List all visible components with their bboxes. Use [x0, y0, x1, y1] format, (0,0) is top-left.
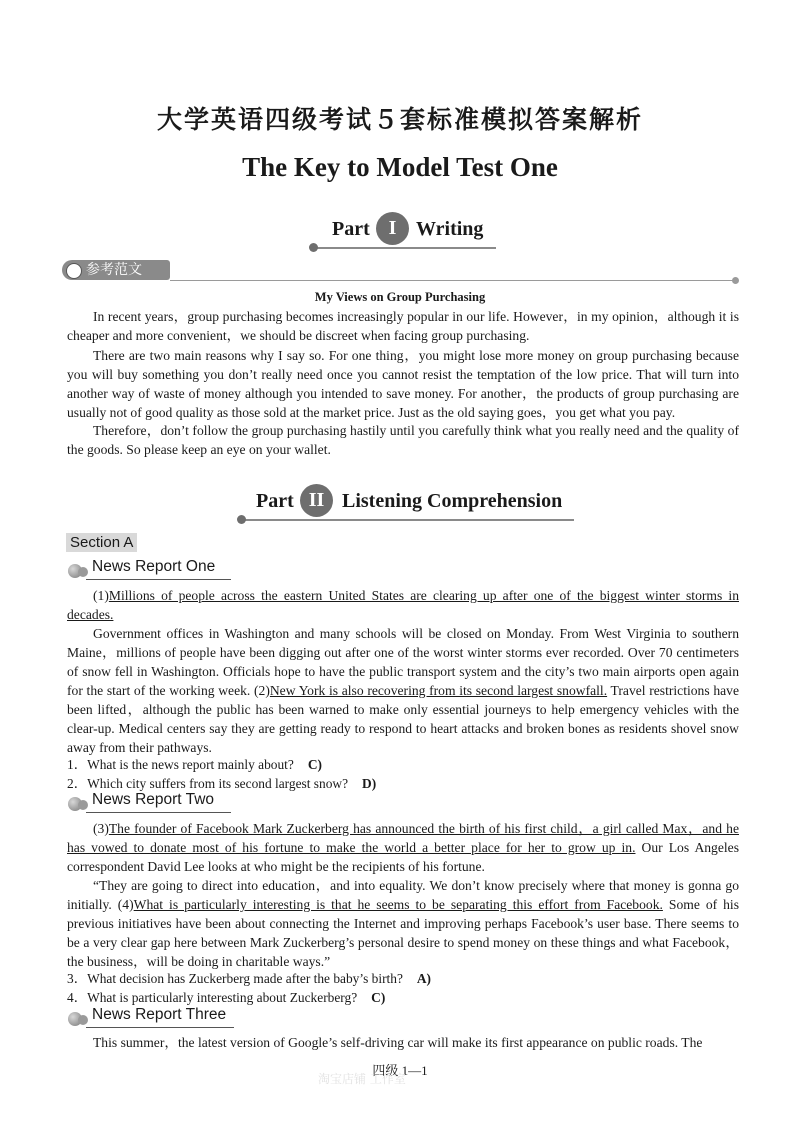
report-paragraph: (3)The founder of Facebook Mark Zuckerberg has announced the birth of his first child，a girl called Max，and he has vowed to donate most of his fortune to make the world a better place for her to grow up in. Our Los Angeles correspondent David Lee looks at who might be the recipients of his fortune.: [67, 821, 739, 874]
document-subtitle: The Key to Model Test One: [242, 152, 558, 182]
part-name: Writing: [416, 218, 484, 240]
question-item: 1．What is the news report mainly about? C): [67, 757, 322, 772]
key-sentence: Millions of people across the eastern United States are clearing up after one of the biggest winter storms in decades.: [67, 588, 739, 622]
answer-label: C): [371, 990, 386, 1005]
essay-paragraph: In recent years，group purchasing becomes increasingly popular in our life. However，in my opinion，although it is cheaper and more convenient，we should be discreet when facing group purchasing.: [67, 309, 739, 343]
bubble-icon: [66, 263, 82, 279]
page-number: 四级 1—1: [372, 1063, 428, 1078]
answer-label: D): [362, 776, 377, 791]
banner-label: 参考范文: [86, 262, 142, 278]
part-numeral-badge: I: [376, 212, 409, 245]
question-item: 4．What is particularly interesting about Zuckerberg? C): [67, 990, 386, 1005]
answer-label: C): [307, 757, 322, 772]
essay-title: My Views on Group Purchasing: [314, 290, 486, 304]
part-label: Part: [332, 218, 370, 240]
watermark: 淘宝店铺 工作室: [318, 1072, 406, 1086]
essay-paragraph: There are two main reasons why I say so. For one thing，you might lose more money on group purchasing because you will buy something you don’t really need once you cannot resist the temptation of the low price. That will turn into another way of waste of money although you intended to save money. For another，the products of group purchasing are usually not of good quality as those sold at the market price. Just as the old saying goes，you get what you pay.: [67, 348, 739, 420]
part-name: Listening Comprehension: [342, 490, 563, 512]
news-report-heading: News Report Two: [66, 791, 236, 813]
key-sentence: The founder of Facebook Mark Zuckerberg has announced the birth of his first child，a girl called Max，and he has vowed to donate most of his fortune to make the world a better place for her to grow up in.: [67, 821, 739, 855]
question-item: 2．Which city suffers from its second largest snow? D): [67, 776, 377, 791]
answer-label: A): [416, 971, 432, 986]
part-2-heading: [232, 484, 582, 524]
key-sentence: What is particularly interesting is that he seems to be separating this effort from Facebook.: [133, 897, 663, 912]
part-label: Part: [256, 490, 294, 512]
essay-paragraph: Therefore，don’t follow the group purchasing hastily until you carefully think what you really need and the quality of the goods. So please keep an eye on your wallet.: [67, 423, 739, 457]
section-a-label: Section A: [66, 533, 137, 552]
report-paragraph: (1)Millions of people across the eastern United States are clearing up after one of the biggest winter storms in decades.: [67, 588, 739, 622]
reference-essay-banner: [62, 258, 742, 286]
news-report-heading: News Report Three: [66, 1006, 241, 1028]
page-title: 大学英语四级考试５套标准模拟答案解析: [156, 105, 643, 134]
key-sentence: New York is also recovering from its second largest snowfall.: [269, 683, 608, 698]
part-1-heading: [304, 212, 504, 252]
news-report-heading: News Report One: [66, 558, 236, 580]
question-item: 3．What decision has Zuckerberg made after the baby’s birth? A): [67, 971, 432, 986]
part-numeral-badge: II: [300, 484, 333, 517]
report-paragraph: This summer，the latest version of Google’s self-driving car will make its first appearance on public roads. The: [93, 1035, 703, 1050]
report-paragraph: “They are going to direct into education，and into equality. We don’t know precisely where that money is gonna go initially. (4)What is particularly interesting is that he seems to be separating this effort from Facebook. Some of his previous initiatives have been about connecting the Internet and improving perhaps Facebook’s user base. There seems to be a very clear gap here between Mark Zuckerberg’s personal desire to spend money on these things and what Facebook，the business，will be doing in charitable ways.”: [67, 878, 739, 969]
report-paragraph: Government offices in Washington and many schools will be closed on Monday. From West Virginia to southern Maine，millions of people have been digging out after one of the worst winter storms ever recorded. Over 70 centimeters of snow fell in Washington. Officials hope to have the public transport system and the city’s two main airports open again for the start of the working week. (2)New York is also recovering from its second largest snowfall. Travel restrictions have been lifted，although the public has been warned to make only essential journeys to help emergency vehicles with the clear-up. Medical centers say they are getting ready to respond to heart attacks and broken bones as residents shovel snow away from their pathways.: [67, 626, 739, 755]
